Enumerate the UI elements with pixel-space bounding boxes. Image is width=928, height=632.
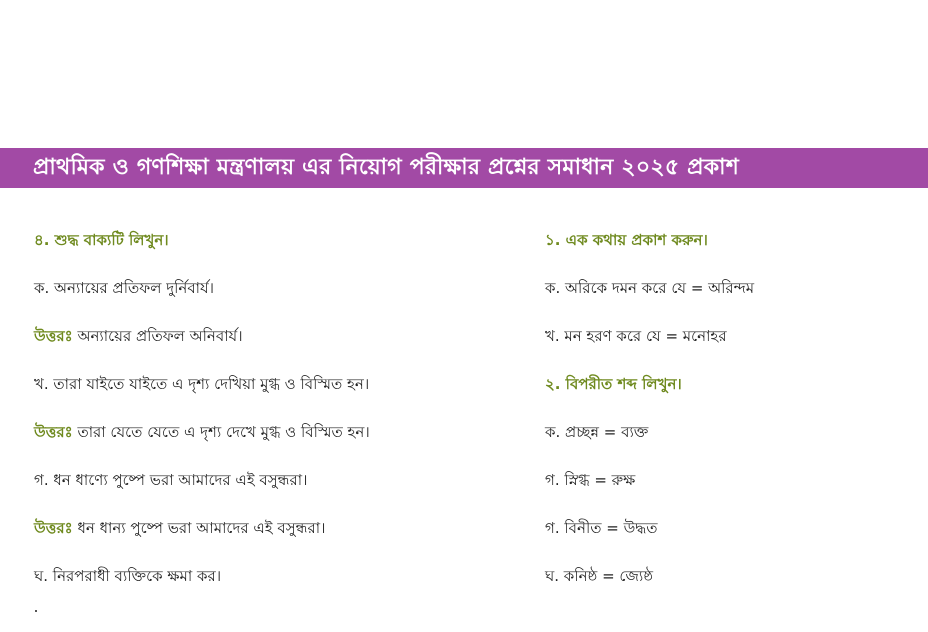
list-item: ক. প্রচ্ছন্ন = ব্যক্ত	[545, 423, 649, 441]
title-banner	[0, 148, 928, 188]
list-item: গ. বিনীত = উদ্ধত	[545, 519, 658, 537]
page-title: প্রাথমিক ও গণশিক্ষা মন্ত্রণালয় এর নিয়োগ পরীক্ষার প্রশ্নের সমাধান ২০২৫ প্রকাশ	[33, 154, 739, 180]
answer-text: অন্যায়ের প্রতিফল অনিবার্য।	[77, 327, 243, 345]
list-item: খ. মন হরণ করে যে = মনোহর	[545, 327, 727, 345]
answer-label: উত্তরঃ	[34, 423, 73, 441]
question-line: ঘ. নিরপরাধী ব্যক্তিকে ক্ষমা কর।	[34, 567, 222, 585]
right-column	[545, 226, 915, 610]
section-heading-one-word: ১. এক কথায় প্রকাশ করুন।	[545, 231, 708, 249]
answer-text: ধন ধান্য পুষ্পে ভরা আমাদের এই বসুন্ধরা।	[77, 519, 326, 537]
question-line: গ. ধন ধাণ্যে পুষ্পে ভরা আমাদের এই বসুন্ধরা।	[34, 471, 308, 489]
list-item: ক. অরিকে দমন করে যে = অরিন্দম	[545, 279, 755, 297]
left-column	[34, 226, 504, 610]
section-heading-antonyms: ২. বিপরীত শব্দ লিখুন।	[545, 375, 682, 393]
answer-label: উত্তরঃ	[34, 519, 73, 537]
list-item: গ. স্নিগ্ধ = রুক্ষ	[545, 471, 636, 489]
list-item: ঘ. কনিষ্ঠ = জ্যেষ্ঠ	[545, 567, 654, 585]
answer-line	[34, 418, 504, 466]
question-line: খ. তারা যাইতে যাইতে এ দৃশ্য দেখিয়া মুগ্ধ ও বিস্মিত হন।	[34, 375, 370, 393]
answer-label: উত্তরঃ	[34, 327, 73, 345]
question-line: ক. অন্যায়ের প্রতিফল দুর্নিবার্য।	[34, 279, 215, 297]
answer-text: তারা যেতে যেতে এ দৃশ্য দেখে মুগ্ধ ও বিস্মিত হন।	[77, 423, 370, 441]
section-heading-correct-sentence: ৪. শুদ্ধ বাক্যটি লিখুন।	[34, 231, 169, 249]
answer-line	[34, 322, 504, 370]
answer-line	[34, 514, 504, 562]
stray-dot	[35, 610, 37, 612]
